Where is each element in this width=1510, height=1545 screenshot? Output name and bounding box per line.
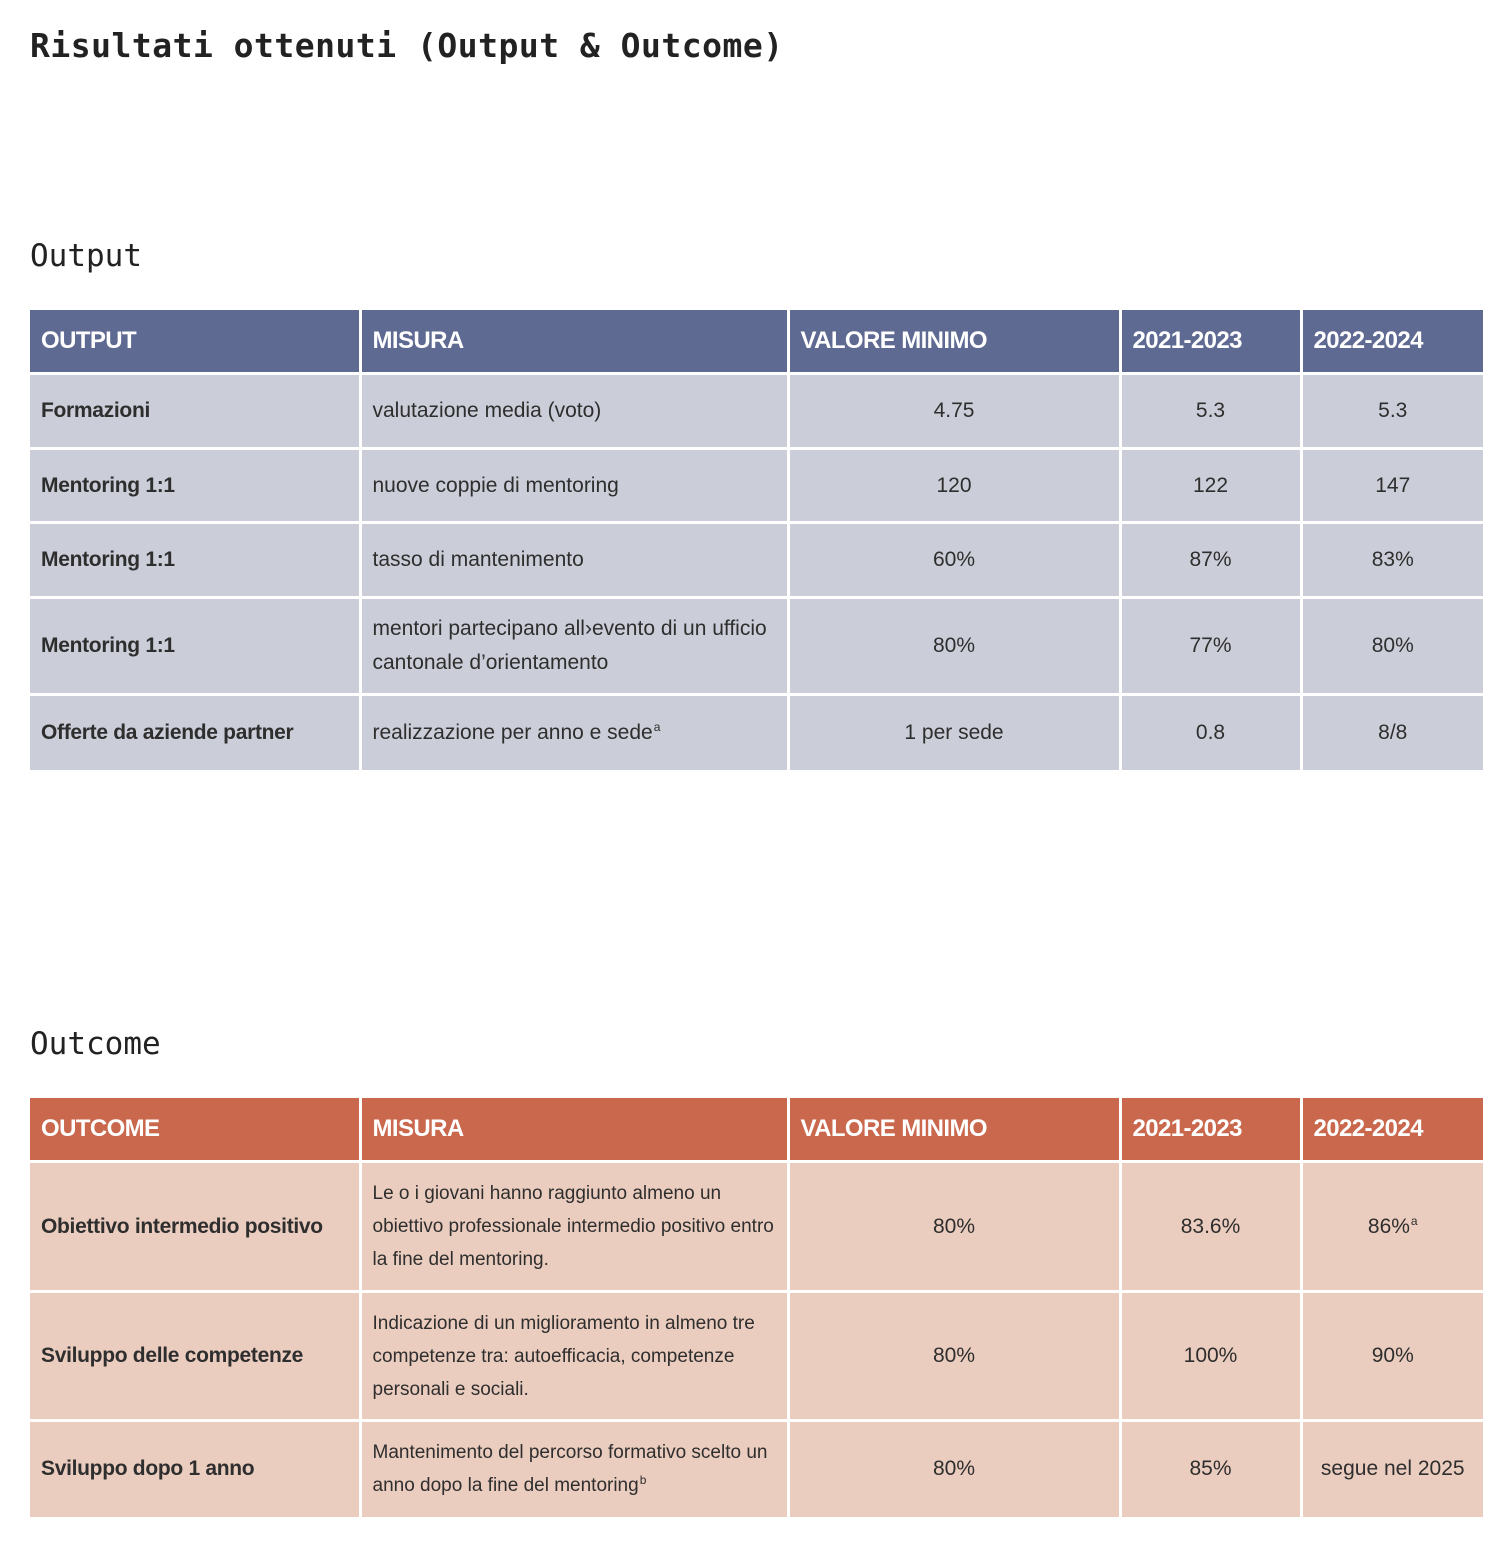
outcome-table	[30, 1098, 1483, 1517]
value-2021-2023-cell: 0.8	[1120, 695, 1301, 770]
measure-cell	[360, 1292, 788, 1421]
value-2022-2024-cell: 83%	[1301, 523, 1483, 598]
column-header-valore-minimo: VALORE MINIMO	[788, 310, 1120, 374]
value-2021-2023-cell: 83.6%	[1120, 1162, 1301, 1292]
outcome-section-title: Outcome	[30, 1026, 161, 1062]
measure-cell	[360, 449, 788, 523]
value-2022-2024-cell	[1301, 1162, 1483, 1292]
column-header-misura: MISURA	[360, 1098, 788, 1162]
measure-cell	[360, 695, 788, 770]
row-label: Mentoring 1:1	[30, 449, 360, 523]
table-row	[30, 523, 1483, 598]
min-value-cell: 120	[788, 449, 1120, 523]
value-2022-2024-cell: 80%	[1301, 598, 1483, 695]
value-2021-2023-cell: 100%	[1120, 1292, 1301, 1421]
value-2021-2023-cell: 122	[1120, 449, 1301, 523]
measure-cell	[360, 374, 788, 449]
table-row	[30, 598, 1483, 695]
outcome-table-header-row	[30, 1098, 1483, 1162]
table-row	[30, 1421, 1483, 1517]
footnote-marker: b	[639, 1472, 647, 1487]
page-title: Risultati ottenuti (Output & Outcome)	[30, 26, 784, 65]
measure-text: realizzazione per anno e sede	[372, 720, 653, 744]
value-2022-2024-cell: segue nel 2025	[1301, 1421, 1483, 1517]
column-header-output: OUTPUT	[30, 310, 360, 374]
measure-text: nuove coppie di mentoring	[372, 473, 619, 497]
row-label: Offerte da aziende partner	[30, 695, 360, 770]
row-label: Mentoring 1:1	[30, 598, 360, 695]
column-header-2022-2024: 2022-2024	[1301, 1098, 1483, 1162]
measure-cell	[360, 523, 788, 598]
row-label: Formazioni	[30, 374, 360, 449]
value-2021-2023-cell: 5.3	[1120, 374, 1301, 449]
min-value-cell: 80%	[788, 1292, 1120, 1421]
output-table-header-row	[30, 310, 1483, 374]
min-value-cell: 60%	[788, 523, 1120, 598]
footnote-marker: a	[653, 719, 661, 734]
measure-text: mentori partecipano all›evento di un ufficio cantonale d’orientamento	[372, 617, 767, 674]
column-header-2021-2023: 2021-2023	[1120, 1098, 1301, 1162]
row-label: Sviluppo dopo 1 anno	[30, 1421, 360, 1517]
min-value-cell: 80%	[788, 1421, 1120, 1517]
measure-cell	[360, 1421, 788, 1517]
min-value-cell: 80%	[788, 1162, 1120, 1292]
measure-text: Mantenimento del percorso formativo scelto un anno dopo la fine del mentoring	[372, 1442, 768, 1497]
min-value-cell: 80%	[788, 598, 1120, 695]
column-header-valore-minimo: VALORE MINIMO	[788, 1098, 1120, 1162]
output-table	[30, 310, 1483, 770]
output-section-title: Output	[30, 238, 142, 274]
column-header-2022-2024: 2022-2024	[1301, 310, 1483, 374]
value-2021-2023-cell: 87%	[1120, 523, 1301, 598]
value-2022-2024-cell: 5.3	[1301, 374, 1483, 449]
measure-text: Indicazione di un miglioramento in almeno tre competenze tra: autoefficacia, competenze personali e sociali.	[372, 1312, 755, 1400]
value-2021-2023-cell: 77%	[1120, 598, 1301, 695]
row-label: Obiettivo intermedio positivo	[30, 1162, 360, 1292]
measure-cell	[360, 598, 788, 695]
measure-cell	[360, 1162, 788, 1292]
table-row	[30, 1162, 1483, 1292]
table-row	[30, 695, 1483, 770]
value-2021-2023-cell: 85%	[1120, 1421, 1301, 1517]
measure-text: valutazione media (voto)	[372, 399, 602, 422]
table-row	[30, 449, 1483, 523]
min-value-cell: 4.75	[788, 374, 1120, 449]
table-row	[30, 374, 1483, 449]
column-header-outcome: OUTCOME	[30, 1098, 360, 1162]
value-2022-2024-cell: 8/8	[1301, 695, 1483, 770]
column-header-2021-2023: 2021-2023	[1120, 310, 1301, 374]
row-label: Sviluppo delle competenze	[30, 1292, 360, 1421]
footnote-marker: a	[1410, 1213, 1418, 1228]
measure-text: tasso di mantenimento	[372, 548, 584, 571]
table-row	[30, 1292, 1483, 1421]
column-header-misura: MISURA	[360, 310, 788, 374]
min-value-cell: 1 per sede	[788, 695, 1120, 770]
row-label: Mentoring 1:1	[30, 523, 360, 598]
measure-text: Le o i giovani hanno raggiunto almeno un obiettivo professionale intermedio positivo entro la fine del mentoring.	[372, 1183, 774, 1270]
value-2022-2024-cell: 90%	[1301, 1292, 1483, 1421]
value-text: 86%	[1367, 1214, 1410, 1238]
value-2022-2024-cell: 147	[1301, 449, 1483, 523]
